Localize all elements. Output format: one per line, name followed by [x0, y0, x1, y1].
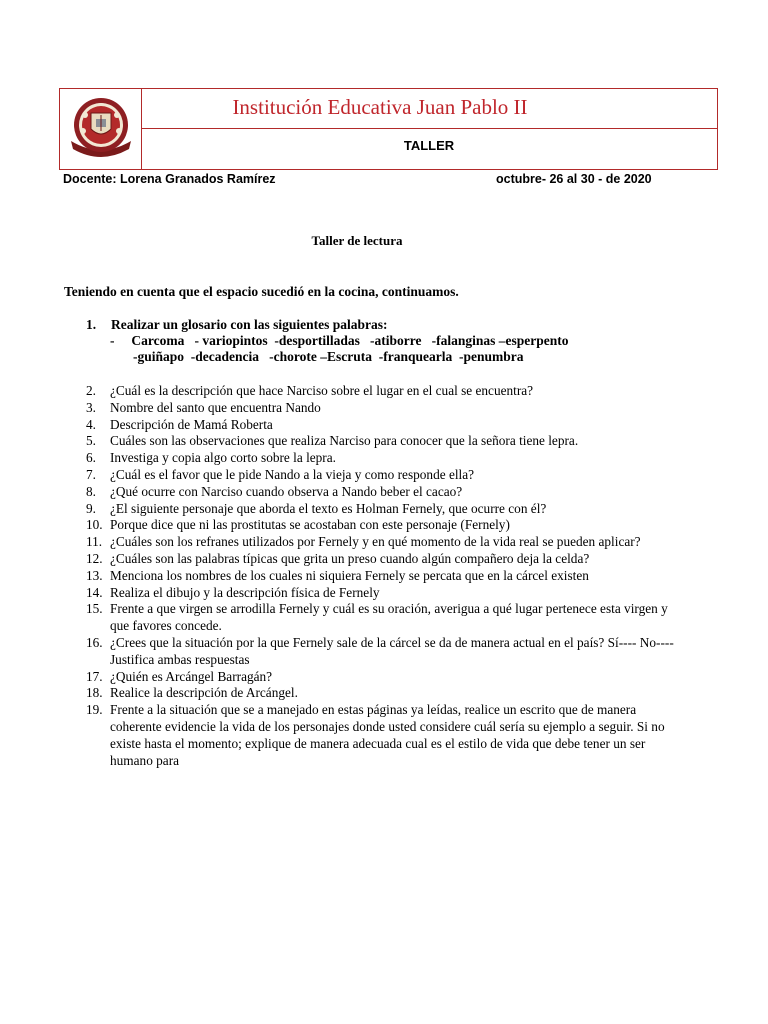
list-item: 11. ¿Cuáles son los refranes utilizados por Fernely y en qué momento de la vida real se pueden aplicar? [86, 534, 641, 550]
document-title: Taller de lectura [311, 233, 403, 248]
document-type-label: TALLER [403, 138, 455, 153]
list-item: 7. ¿Cuál es el favor que le pide Nando a la vieja y como responde ella? [86, 466, 475, 482]
school-crest-icon [67, 93, 135, 163]
question-list [86, 383, 686, 769]
date-range: octubre- 26 al 30 - de 2020 [496, 172, 652, 186]
list-item: 8. ¿Qué ocurre con Narciso cuando observa a Nando beber el cacao? [86, 483, 463, 499]
list-item: 16. ¿Crees que la situación por la que Fernely sale de la cárcel se da de manera actual en el país? Sí---- No---- Justifica ambas respuestas [86, 634, 674, 667]
list-item: 17. ¿Quién es Arcángel Barragán? [86, 668, 273, 684]
question-1 [86, 317, 388, 333]
list-item: 19. Frente a la situación que se a manejado en estas páginas ya leídas, realice un escrito que de manera coherente evidencie la vida de los personajes donde usted considere cuál sería su ejemplo a seguir. Si no existe hasta el momento; explique de manera adecuada cual es el estilo de vida que debe tener un ser humano para [86, 702, 665, 768]
list-item: 2. ¿Cuál es la descripción que hace Narciso sobre el lugar en el cual se encuentra? [86, 383, 534, 398]
list-item: 10. Porque dice que ni las prostitutas se acostaban con este personaje (Fernely) [86, 517, 510, 533]
glossary-words-line-1: - Carcoma - variopintos -desportilladas -atiborre -falanginas –esperpento [110, 333, 569, 348]
header-divider [141, 128, 717, 129]
list-item: 18. Realice la descripción de Arcángel. [86, 685, 298, 701]
list-item: 9. ¿El siguiente personaje que aborda el texto es Holman Fernely, que ocurre con él? [86, 500, 547, 516]
glossary-words-line-2: -guiñapo -decadencia -chorote –Escruta -franquearla -penumbra [133, 349, 524, 364]
intro-paragraph: Teniendo en cuenta que el espacio sucedió en la cocina, continuamos. [64, 284, 459, 299]
institution-title: Institución Educativa Juan Pablo II [232, 95, 528, 119]
question-number: 1. [86, 317, 97, 332]
list-item: 13. Menciona los nombres de los cuales ni siquiera Fernely se percata que en la cárcel existen [86, 567, 589, 583]
list-item: 5. Cuáles son las observaciones que realiza Narciso para conocer que la señora tiene lepra. [86, 433, 579, 449]
list-item: 6. Investiga y copia algo corto sobre la lepra. [86, 450, 336, 466]
list-item: 14. Realiza el dibujo y la descripción física de Fernely [86, 584, 380, 600]
list-item: 15. Frente a que virgen se arrodilla Fernely y cuál es su oración, averigua a qué lugar pertenece esta virgen y que favores concede. [86, 601, 668, 634]
question-text: Realizar un glosario con las siguientes palabras: [111, 317, 388, 332]
list-item: 3. Nombre del santo que encuentra Nando [86, 399, 321, 415]
teacher-name: Docente: Lorena Granados Ramírez [63, 172, 276, 186]
list-item: 12. ¿Cuáles son las palabras típicas que grita un preso cuando algún compañero deja la celda? [86, 550, 590, 566]
list-item: 4. Descripción de Mamá Roberta [86, 416, 273, 432]
